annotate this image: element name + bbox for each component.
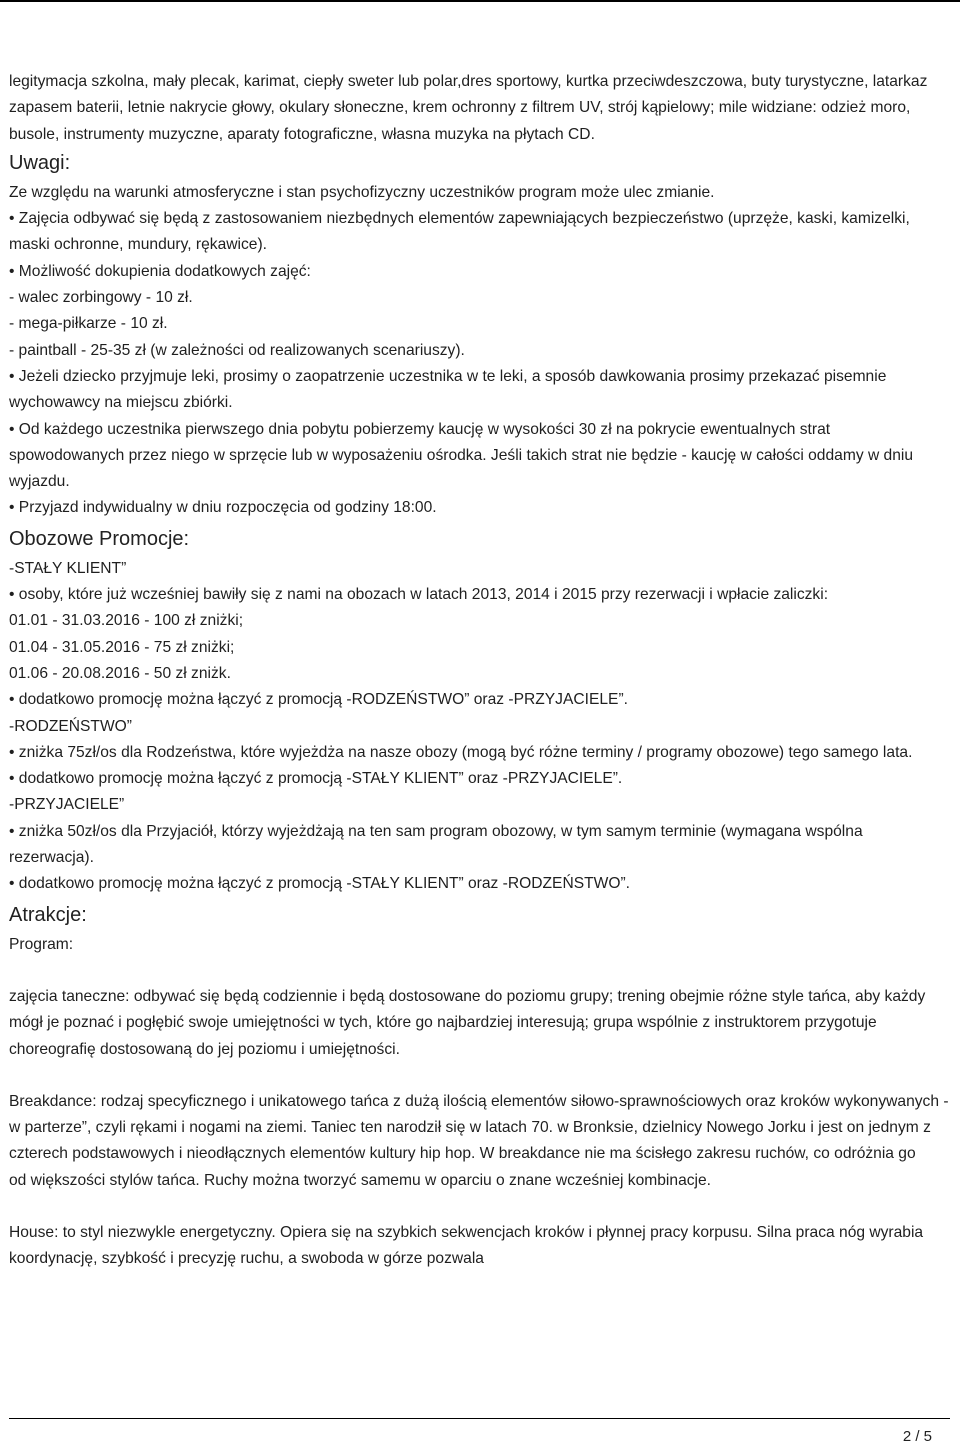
footer-divider <box>9 1418 950 1419</box>
atrakcje-paragraph: od większości stylów tańca. Ruchy można tworzyć samemu w oparciu o znane wcześniej kombinacje. <box>9 1171 712 1189</box>
intro-paragraph: legitymacja szkolna, mały plecak, karimat, ciepły sweter lub polar,dres sportowy, kurtka przeciwdeszczowa, buty turystyczne, latarkaz zapasem baterii, letnie nakrycie głowy, okulary słoneczne, krem ochronny z filtrem UV, strój kąpielowy; mile widziane: odzież moro, busole, instrumenty muzyczne, aparaty fotograficzne, własna muzyka na płytach CD. <box>9 73 928 143</box>
promocje-line: • zniżka 75zł/os dla Rodzeństwa, które wyjeżdża na nasze obozy (mogą być różne terminy / programy obozowe) tego samego lata. <box>9 743 913 761</box>
uwagi-line: - walec zorbingowy - 10 zł. <box>9 289 193 307</box>
uwagi-heading: Uwagi: <box>9 151 71 174</box>
atrakcje-paragraph: House: to styl niezwykle energetyczny. Opiera się na szybkich sekwencjach kroków i płynnej pracy korpusu. Silna praca nóg wyrabia koordynację, szybkość i precyzję ruchu, a swoboda w górze pozwala <box>9 1223 924 1268</box>
promocje-line: 01.04 - 31.05.2016 - 75 zł zniżki; <box>9 638 235 656</box>
promocje-line: • dodatkowo promocję można łączyć z promocją -STAŁY KLIENT” oraz -PRZYJACIELE”. <box>9 770 623 788</box>
promocje-line: • osoby, które już wcześniej bawiły się z nami na obozach w latach 2013, 2014 i 2015 przy rezerwacji i wpłacie zaliczki: <box>9 586 829 604</box>
uwagi-line: • Możliwość dokupienia dodatkowych zajęć: <box>9 262 311 280</box>
program-label: Program: <box>9 935 74 953</box>
spacer <box>9 1063 949 1089</box>
top-border <box>0 0 960 2</box>
uwagi-line: - paintball - 25-35 zł (w zależności od realizowanych scenariuszy). <box>9 341 465 359</box>
uwagi-line: • Przyjazd indywidualny w dniu rozpoczęcia od godziny 18:00. <box>9 499 437 517</box>
promocje-line: 01.01 - 31.03.2016 - 100 zł zniżki; <box>9 612 244 630</box>
promocje-line: -PRZYJACIELE” <box>9 796 125 814</box>
promocje-line: • dodatkowo promocję można łączyć z promocją -RODZEŃSTWO” oraz -PRZYJACIELE”. <box>9 691 628 709</box>
promocje-line: 01.06 - 20.08.2016 - 50 zł zniżk. <box>9 664 231 682</box>
promocje-heading: Obozowe Promocje: <box>9 527 190 550</box>
uwagi-line: • Od każdego uczestnika pierwszego dnia pobytu pobierzemy kaucję w wysokości 30 zł na pokrycie ewentualnych strat spowodowanych przez niego w sprzęcie lub w wyposażeniu ośrodka. Jeśli takich strat nie będzie - kaucję w całości oddamy w dniu wyjazdu. <box>9 420 914 491</box>
uwagi-line: Ze względu na warunki atmosferyczne i stan psychofizyczny uczestników program może ulec zmianie. <box>9 183 715 201</box>
promocje-line: -RODZEŃSTWO” <box>9 717 132 735</box>
document-body <box>9 69 949 1273</box>
promocje-line: • zniżka 50zł/os dla Przyjaciół, którzy wyjeżdżają na ten sam program obozowy, w tym samym terminie (wymagana wspólna rezerwacja). <box>9 822 863 867</box>
atrakcje-heading: Atrakcje: <box>9 903 87 926</box>
atrakcje-paragraph: Breakdance: rodzaj specyficznego i unikatowego tańca z dużą ilością elementów siłowo-sprawnościowych oraz kroków wykonywanych -w parterze”, czyli rękami i nogami na ziemi. Taniec ten narodził się w latach 70. w Bronksie, dzielnicy Nowego Jorku i jest on jednym z czterech podstawowych i nieodłącznych elementów kultury hip hop. W breakdance nie ma ścisłego zakresu ruchów, co odróżnia go <box>9 1092 949 1163</box>
atrakcje-paragraph: zajęcia taneczne: odbywać się będą codziennie i będą dostosowane do poziomu grupy; trening obejmie różne style tańca, aby każdy mógł je poznać i pogłębić swoje umiejętności w tych, które go najbardziej interesują; grupa wspólnie z instruktorem przygotuje choreografię dostosowaną do jej poziomu i umiejętności. <box>9 987 926 1058</box>
uwagi-line: • Jeżeli dziecko przyjmuje leki, prosimy o zaopatrzenie uczestnika w te leki, a sposób dawkowania prosimy przekazać pisemnie wychowawcy na miejscu zbiórki. <box>9 367 887 412</box>
page-number: 2 / 5 <box>902 1428 932 1445</box>
promocje-line: -STAŁY KLIENT” <box>9 559 127 577</box>
uwagi-line: • Zajęcia odbywać się będą z zastosowaniem niezbędnych elementów zapewniających bezpieczeństwo (uprzęże, kaski, kamizelki, maski ochronne, mundury, rękawice). <box>9 210 910 254</box>
spacer <box>9 958 949 984</box>
spacer <box>9 1194 949 1220</box>
promocje-line: • dodatkowo promocję można łączyć z promocją -STAŁY KLIENT” oraz -RODZEŃSTWO”. <box>9 875 631 893</box>
uwagi-line: - mega-piłkarze - 10 zł. <box>9 315 168 333</box>
